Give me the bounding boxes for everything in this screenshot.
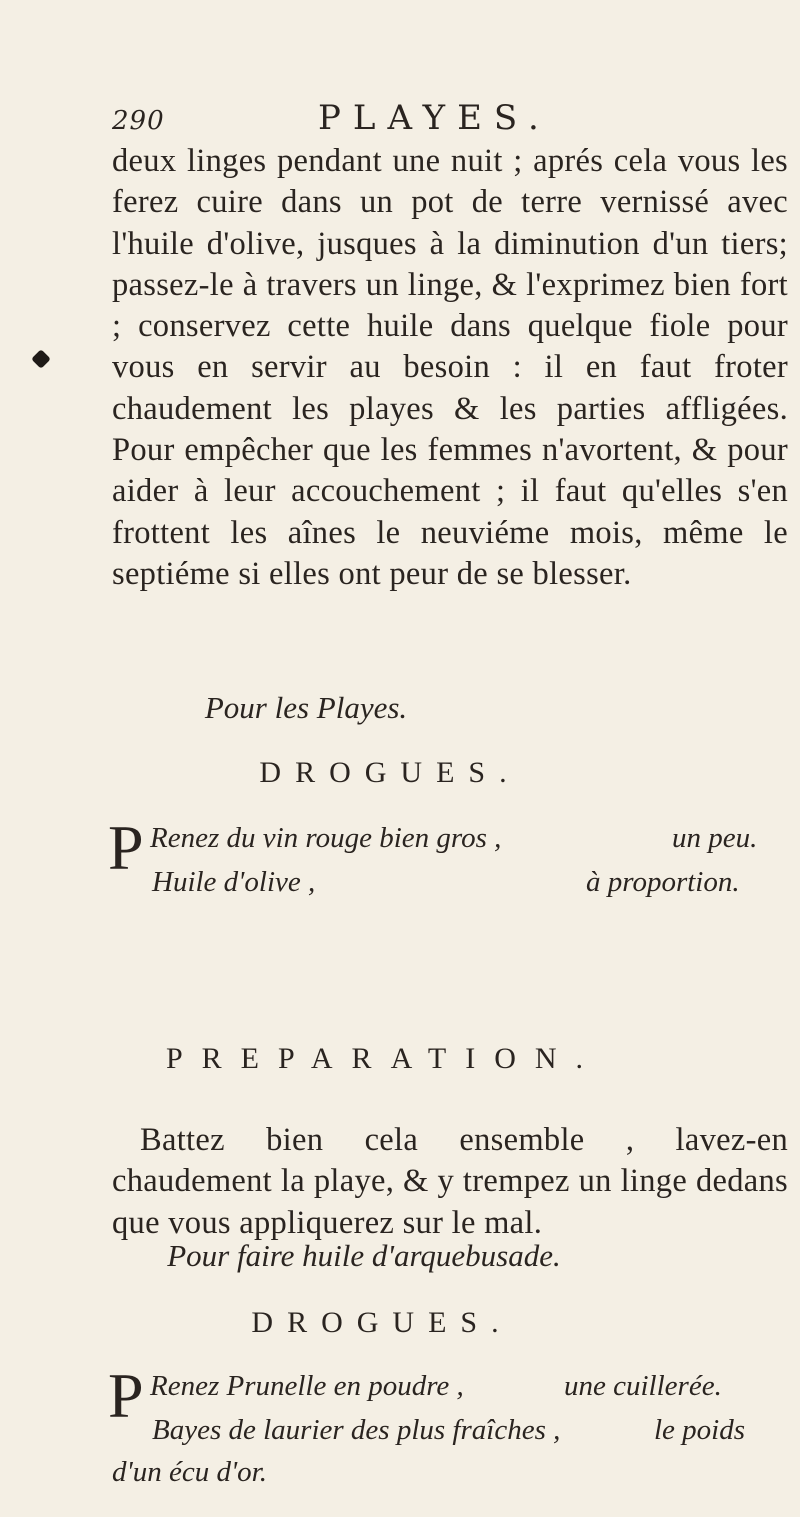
recipe-item-name: Renez du vin rouge bien gros ,	[150, 822, 502, 854]
recipe-item-name: Huile d'olive ,	[152, 866, 316, 898]
dropcap: P	[108, 812, 144, 883]
recipe-item-quantity: une cuillerée.	[564, 1370, 722, 1402]
recipe-item-quantity: le poids	[654, 1414, 746, 1446]
running-title: PLAYES.	[318, 98, 551, 138]
section-2-title: Pour faire huile d'arquebusade.	[167, 1238, 561, 1273]
margin-mark-icon	[31, 349, 51, 369]
dropcap: P	[108, 1360, 144, 1431]
recipe-item-quantity: à proportion.	[586, 866, 740, 898]
recipe-item-name: d'un écu d'or.	[112, 1456, 267, 1488]
section-2-recipe	[108, 1360, 772, 1500]
section-1-drugs-heading: DROGUES.	[259, 756, 521, 789]
section-1-title: Pour les Playes.	[204, 690, 408, 725]
preparation-heading: PREPARATION.	[165, 1042, 603, 1075]
recipe-item-name: Renez Prunelle en poudre ,	[150, 1370, 464, 1402]
section-2-drugs-heading: DROGUES.	[251, 1306, 513, 1339]
preparation-text: Battez bien cela ensemble , lavez-en chaudement la playe, & y trempez un linge dedans que vous appliquerez sur le mal.	[112, 1122, 788, 1241]
section-1-recipe	[108, 812, 772, 912]
recipe-item-name: Bayes de laurier des plus fraîches ,	[152, 1414, 561, 1446]
recipe-item-quantity: un peu.	[672, 822, 758, 854]
paragraph-1: deux linges pendant une nuit ; aprés cela vous les ferez cuire dans un pot de terre vernissé avec l'huile d'olive, jusques à la diminution d'un tiers; passez-le à travers un linge, & l'exprimez bien fort ; conservez cette huile dans quelque fiole pour vous en servir au besoin : il en faut froter chaudement les playes & les parties affligées. Pour empêcher que les femmes n'avortent, & pour aider à leur accouchement ; il faut qu'elles s'en frottent les aînes le neuviéme mois, même le septiéme si elles ont peur de se blesser.	[112, 143, 788, 592]
page-number: 290	[112, 106, 165, 136]
